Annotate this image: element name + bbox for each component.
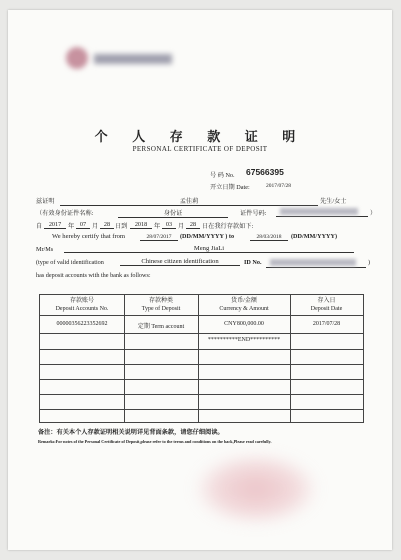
certificate-page <box>8 10 392 550</box>
table-row-type: 定期 Term account <box>137 324 185 330</box>
certificate-number: 67566395 <box>246 167 284 177</box>
id-close-en: ) <box>368 259 371 266</box>
id-number-underline <box>276 216 368 217</box>
table-row-account: 00000356223352692 <box>56 321 108 327</box>
id-number-en-label: ID No. <box>244 259 262 266</box>
period-end-text: 日在我行存款如下: <box>202 223 254 230</box>
certify-from-date: 28/07/2017 <box>140 234 178 241</box>
table-row-amount: CNY800,000.00 <box>224 321 264 327</box>
header-amount: 货币/金额 Currency & Amount <box>219 298 269 312</box>
depositor-name: 孟佳莉 <box>60 196 318 206</box>
depositor-label: 兹证明 <box>36 198 55 205</box>
mr-ms-label: Mr/Ms <box>36 246 54 253</box>
id-number-en-underline <box>266 267 366 268</box>
year-label-2: 年 <box>154 223 161 230</box>
to-label: 日到 <box>115 223 128 230</box>
bank-stamp-blurred <box>194 453 318 525</box>
bank-emblem-icon <box>66 47 88 69</box>
number-label: 号 码 No. <box>210 172 235 179</box>
header-account: 存款账号 Deposit Accounts No. <box>55 298 109 312</box>
date-label: 开立日期 Date: <box>210 184 250 191</box>
to-month: 03 <box>162 221 176 229</box>
certify-text: We hereby certify that from <box>52 233 126 240</box>
id-type-en-label: (type of valid identification <box>36 259 104 266</box>
year-label: 年 <box>68 223 75 230</box>
accounts-text: has deposit accounts with the bank as follows: <box>36 272 151 279</box>
honorific: 先生/女士 <box>320 198 347 205</box>
certify-to-date: 28/03/2018 <box>250 234 288 241</box>
title-english: PERSONAL CERTIFICATE OF DEPOSIT <box>132 145 268 153</box>
id-number-label: 证件号码: <box>240 210 267 217</box>
id-number-en-redacted <box>270 259 356 266</box>
id-close: ） <box>370 210 377 217</box>
month-label: 月 <box>92 223 99 230</box>
certify-format-to: (DD/MM/YYYY ) to <box>180 233 235 240</box>
table-end-marker: **********END********** <box>207 337 281 343</box>
from-day: 28 <box>100 221 114 229</box>
certify-format-end: (DD/MM/YYYY) <box>291 233 338 240</box>
deposit-table <box>39 294 364 423</box>
id-type-value: 身份证 <box>118 208 228 218</box>
title-chinese: 个 人 存 款 证 明 <box>94 130 306 145</box>
to-day: 28 <box>186 221 200 229</box>
bank-logo-blurred <box>66 46 174 72</box>
header-date: 存入日 Deposit Date <box>310 298 343 312</box>
remarks-cn: 备注：有关本个人存款证明相关说明详见背面条款，请您仔细阅读。 <box>38 429 224 436</box>
period-from-label: 自 <box>36 223 43 230</box>
id-type-en-value: Chinese citizen identification <box>120 258 240 266</box>
from-year: 2017 <box>44 221 66 229</box>
mr-ms-name: Meng JiaLi <box>64 245 354 253</box>
issue-date: 2017/07/28 <box>266 183 292 189</box>
to-year: 2018 <box>130 221 152 229</box>
header-type: 存款种类 Type of Deposit <box>141 298 181 312</box>
month-label-2: 月 <box>178 223 185 230</box>
id-type-label: （有效身份证件名称: <box>36 210 94 217</box>
table-row-date: 2017/07/28 <box>312 321 341 327</box>
bank-name-redacted <box>94 54 172 64</box>
remarks-en: Remarks:For notes of the Personal Certificate of Deposit,please refer to the terms and conditions on the back,Please read carefully. <box>38 439 272 444</box>
id-number-redacted <box>280 208 358 215</box>
from-month: 07 <box>76 221 90 229</box>
